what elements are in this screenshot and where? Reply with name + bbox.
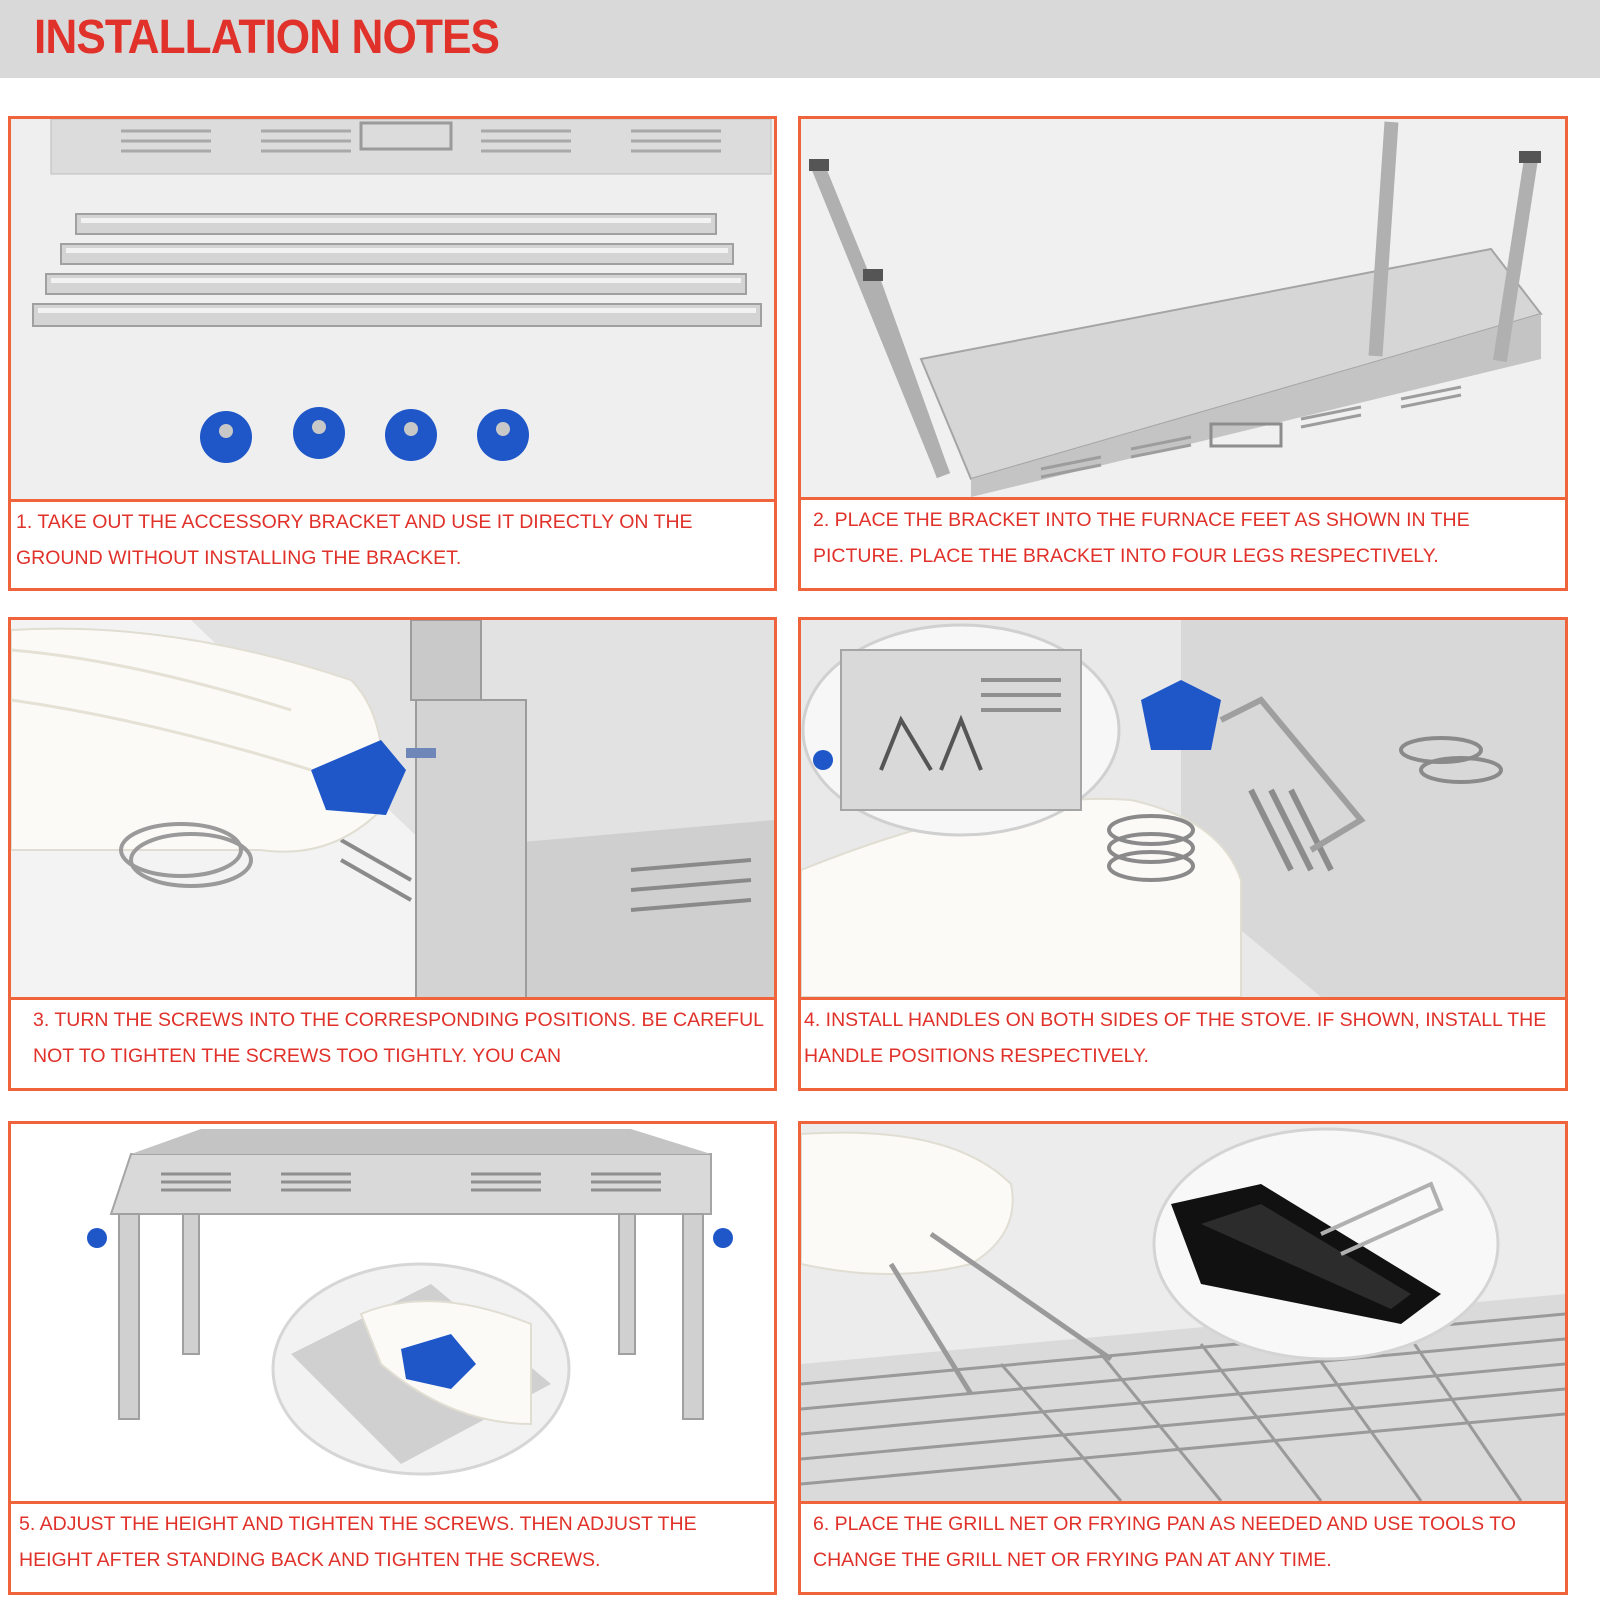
- step-panel-5: [8, 1121, 777, 1595]
- step-3-photo: [11, 620, 774, 1000]
- step-5-photo: [11, 1124, 774, 1504]
- page-title: INSTALLATION NOTES: [34, 11, 500, 64]
- step-1-caption: 1. TAKE OUT THE ACCESSORY BRACKET AND USE IT DIRECTLY ON THE GROUND WITHOUT INSTALLING THE BRACKET.: [16, 511, 693, 569]
- step-2-photo: [801, 119, 1565, 500]
- step-panel-6: [798, 1121, 1568, 1595]
- step-4-caption: 4. INSTALL HANDLES ON BOTH SIDES OF THE STOVE. IF SHOWN, INSTALL THE HANDLE POSITIONS RESPECTIVELY.: [804, 1009, 1547, 1067]
- step-6-caption: 6. PLACE THE GRILL NET OR FRYING PAN AS NEEDED AND USE TOOLS TO CHANGE THE GRILL NET OR FRYING PAN AT ANY TIME.: [813, 1513, 1516, 1571]
- step-3-caption: 3. TURN THE SCREWS INTO THE CORRESPONDING POSITIONS. BE CAREFUL NOT TO TIGHTEN THE SCREWS TOO TIGHTLY. YOU CAN: [33, 1009, 764, 1067]
- step-2-caption: 2. PLACE THE BRACKET INTO THE FURNACE FEET AS SHOWN IN THE PICTURE. PLACE THE BRACKET INTO FOUR LEGS RESPECTIVELY.: [813, 509, 1470, 567]
- step-5-caption: 5. ADJUST THE HEIGHT AND TIGHTEN THE SCREWS. THEN ADJUST THE HEIGHT AFTER STANDING BACK AND TIGHTEN THE SCREWS.: [19, 1513, 697, 1571]
- step-6-photo: [801, 1124, 1565, 1504]
- step-panel-4: [798, 617, 1568, 1091]
- step-panel-2: [798, 116, 1568, 591]
- header-bar: [0, 0, 1600, 78]
- step-panel-3: [8, 617, 777, 1091]
- step-4-photo: [801, 620, 1565, 1000]
- step-1-photo: [11, 119, 774, 502]
- step-panel-1: [8, 116, 777, 591]
